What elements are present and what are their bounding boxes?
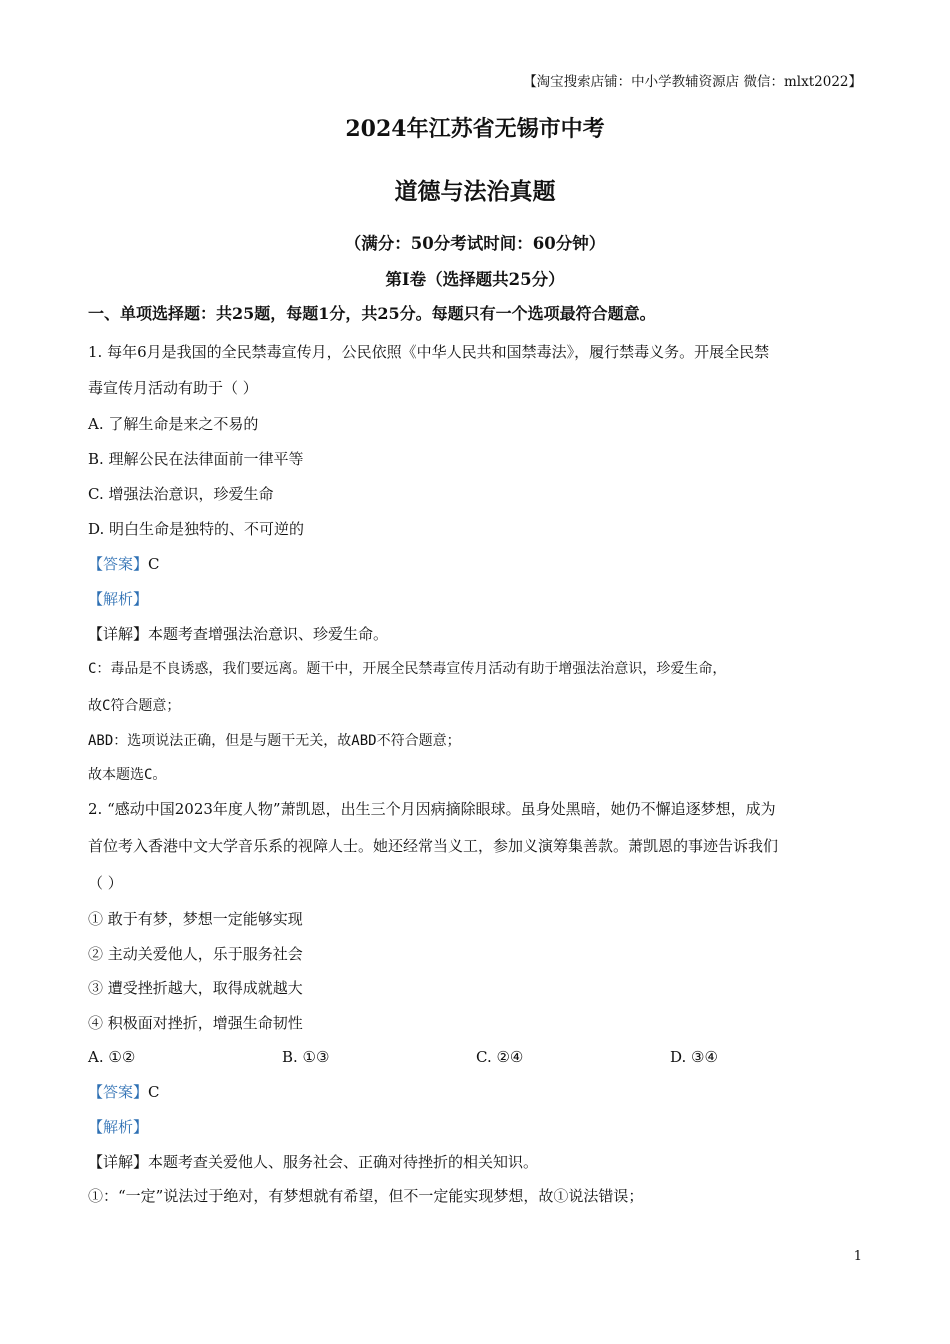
q2-item-3: ③ 遭受挫折越大，取得成就越大 bbox=[88, 979, 303, 997]
q1-explain-line-3: ABD：选项说法正确，但是与题干无关，故ABD不符合题意； bbox=[88, 733, 461, 749]
q1-option-b: B. 理解公民在法律面前一律平等 bbox=[88, 450, 304, 468]
page-number: 1 bbox=[853, 1249, 862, 1264]
q2-answer bbox=[88, 1082, 862, 1102]
q2-item-2: ② 主动关爱他人，乐于服务社会 bbox=[88, 945, 303, 963]
q1-answer bbox=[88, 554, 862, 574]
exam-title: 2024年江苏省无锡市中考 bbox=[345, 116, 605, 142]
q1-option-c: C. 增强法治意识，珍爱生命 bbox=[88, 485, 274, 503]
q1-detail bbox=[88, 624, 862, 644]
q2-item-4: ④ 积极面对挫折，增强生命韧性 bbox=[88, 1014, 303, 1032]
detail-text: 本题考查关爱他人、服务社会、正确对待挫折的相关知识。 bbox=[148, 1153, 539, 1171]
q1-explain-line-1: C：毒品是不良诱惑，我们要远离。题干中，开展全民禁毒宣传月活动有助于增强法治意识，珍爱生命， bbox=[88, 661, 727, 677]
header-note: 【淘宝搜索店铺：中小学教辅资源店 微信：mlxt2022】 bbox=[523, 74, 862, 90]
q2-option-c: C. ②④ bbox=[476, 1048, 524, 1066]
q2-analysis-tag: 【解析】 bbox=[88, 1118, 149, 1136]
q2-option-b: B. ①③ bbox=[282, 1048, 330, 1066]
volume-heading: 第Ⅰ卷（选择题共25分） bbox=[385, 270, 565, 289]
detail-text: 本题考查增强法治意识、珍爱生命。 bbox=[148, 625, 389, 643]
q1-stem-line-2: 毒宣传月活动有助于（ ） bbox=[88, 379, 258, 397]
q1-option-a: A. 了解生命是来之不易的 bbox=[88, 415, 259, 433]
q2-option-a: A. ①② bbox=[88, 1048, 136, 1066]
answer-tag: 【答案】 bbox=[88, 1083, 149, 1101]
detail-tag: 【详解】 bbox=[88, 1153, 149, 1171]
q2-option-d: D. ③④ bbox=[670, 1048, 718, 1066]
score-time: （满分：50分考试时间：60分钟） bbox=[344, 234, 606, 253]
q2-stem-line-2: 首位考入香港中文大学音乐系的视障人士。她还经常当义工，参加义演筹集善款。萧凯恩的事迹告诉我们 bbox=[88, 837, 779, 855]
answer-value: C bbox=[148, 555, 160, 573]
q2-stem-line-3: （ ） bbox=[88, 874, 123, 892]
q1-conclusion: 故本题选C。 bbox=[88, 767, 167, 783]
q2-detail bbox=[88, 1152, 862, 1172]
exam-subject: 道德与法治真题 bbox=[394, 178, 556, 205]
answer-tag: 【答案】 bbox=[88, 555, 149, 573]
detail-tag: 【详解】 bbox=[88, 625, 149, 643]
q1-option-d: D. 明白生命是独特的、不可逆的 bbox=[88, 520, 305, 538]
section-heading: 一、单项选择题：共25题，每题1分，共25分。每题只有一个选项最符合题意。 bbox=[88, 304, 656, 323]
q1-explain-line-2: 故C符合题意； bbox=[88, 698, 181, 714]
q1-stem-line-1: 1. 每年6月是我国的全民禁毒宣传月，公民依照《中华人民共和国禁毒法》，履行禁毒义务。开展全民禁 bbox=[88, 343, 770, 361]
q2-item-1: ① 敢于有梦，梦想一定能够实现 bbox=[88, 910, 303, 928]
q2-explain-line-1: ①：“一定”说法过于绝对，有梦想就有希望，但不一定能实现梦想，故①说法错误； bbox=[88, 1187, 644, 1205]
q2-stem-line-1: 2. “感动中国2023年度人物”萧凯恩，出生三个月因病摘除眼球。虽身处黑暗，她仍不懈追逐梦想，成为 bbox=[88, 800, 776, 818]
q1-analysis-tag: 【解析】 bbox=[88, 590, 149, 608]
answer-value: C bbox=[148, 1083, 160, 1101]
